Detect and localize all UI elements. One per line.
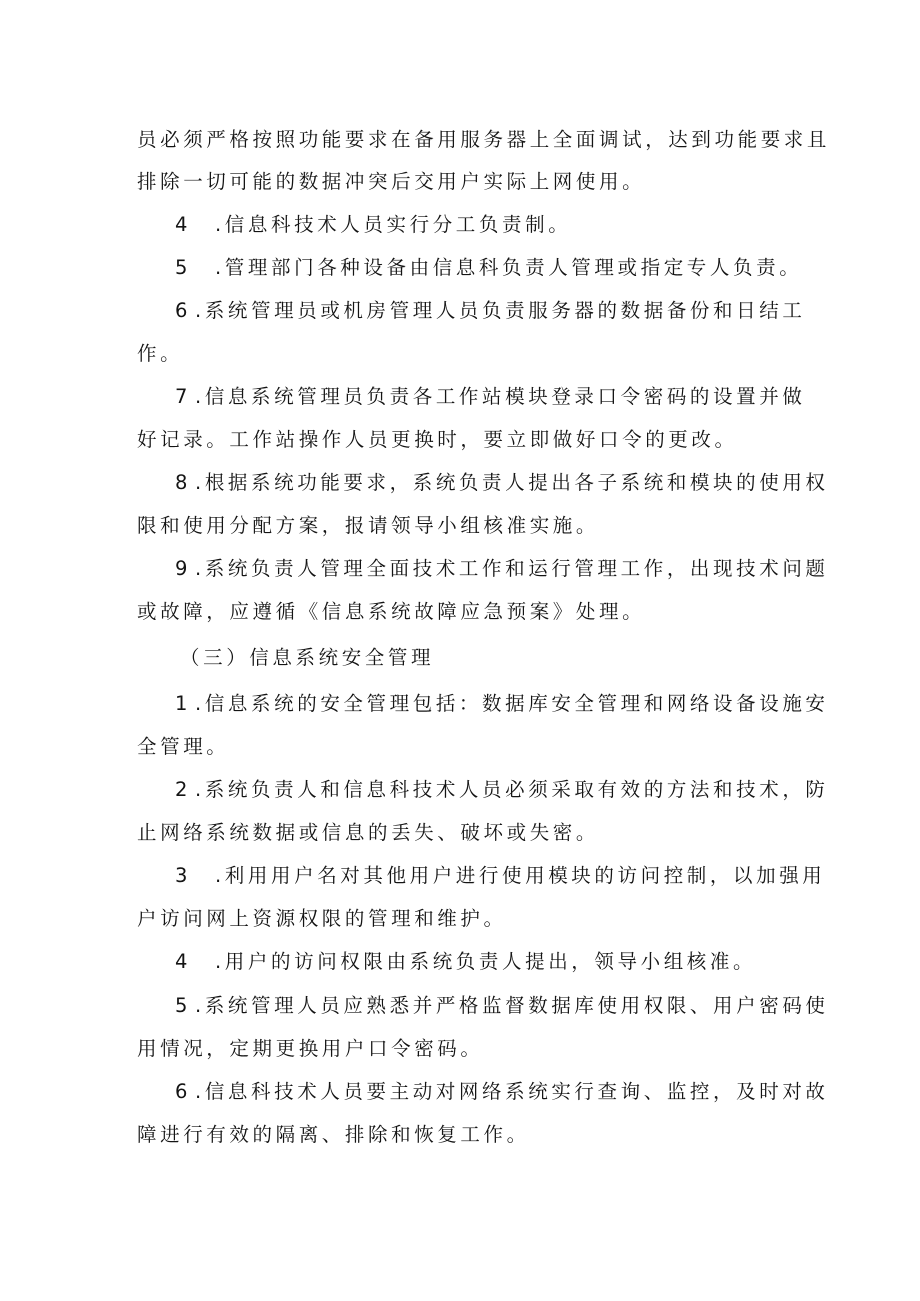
paragraph-line: 员必须严格按照功能要求在备用服务器上全面调试，达到功能要求且: [137, 128, 831, 151]
item-text: .系统管理员或机房管理人员负责服务器的数据备份和日结工: [195, 299, 806, 322]
item-number: 6: [175, 299, 192, 322]
list-item-line: [175, 379, 805, 415]
item-number: 4: [175, 950, 192, 973]
item-text: .系统负责人管理全面技术工作和运行管理工作，出现技术问题: [195, 557, 829, 580]
item-text: .信息系统的安全管理包括：数据库安全管理和网络设备设施安: [195, 692, 829, 715]
list-item-line: [175, 551, 829, 587]
list-item-line: [175, 686, 829, 722]
item-number: 2: [175, 778, 192, 801]
item-number: 7: [175, 385, 192, 408]
item-number: 8: [175, 471, 192, 494]
item-text: .系统负责人和信息科技术人员必须采取有效的方法和技术，防: [195, 778, 829, 801]
paragraph-line: 障进行有效的隔离、排除和恢复工作。: [137, 1123, 530, 1146]
item-text: .信息科技术人员要主动对网络系统实行查询、监控，及时对故: [195, 1080, 829, 1103]
list-item-line: [175, 207, 571, 243]
paragraph-line: 限和使用分配方案，报请领导小组核准实施。: [137, 514, 600, 537]
item-text: .信息系统管理员负责各工作站模块登录口令密码的设置并做: [195, 385, 806, 408]
list-item-line: [175, 988, 829, 1024]
paragraph-line: 排除一切可能的数据冲突后交用户实际上网使用。: [137, 170, 646, 193]
item-number: 3: [175, 864, 192, 887]
list-item-line: [175, 293, 805, 329]
item-text: .根据系统功能要求，系统负责人提出各子系统和模块的使用权: [195, 471, 829, 494]
paragraph-line: 全管理。: [137, 735, 230, 758]
paragraph-line: 作。: [137, 342, 184, 365]
item-text: .管理部门各种设备由信息科负责人管理或指定专人负责。: [215, 256, 803, 279]
paragraph-line: 户访问网上资源权限的管理和维护。: [137, 907, 507, 930]
item-text: .用户的访问权限由系统负责人提出，领导小组核准。: [215, 950, 757, 973]
item-number: 4: [175, 213, 192, 236]
item-text: .信息科技术人员实行分工负责制。: [215, 213, 572, 236]
paragraph-line: 或故障，应遵循《信息系统故障应急预案》处理。: [137, 600, 646, 623]
item-text: .利用用户名对其他用户进行使用模块的访问控制，以加强用: [215, 864, 826, 887]
list-item-line: [175, 944, 756, 980]
item-number: 5: [175, 994, 192, 1017]
item-number: 1: [175, 692, 192, 715]
list-item-line: [175, 772, 829, 808]
paragraph-line: 好记录。工作站操作人员更换时，要立即做好口令的更改。: [137, 428, 738, 451]
paragraph-line: 用情况，定期更换用户口令密码。: [137, 1037, 484, 1060]
list-item-line: [175, 250, 802, 286]
list-item-line: [175, 1074, 829, 1110]
item-number: 9: [175, 557, 192, 580]
section-heading: （三）信息系统安全管理: [180, 646, 435, 669]
item-text: .系统管理人员应熟悉并严格监督数据库使用权限、用户密码使: [195, 994, 829, 1017]
item-number: 6: [175, 1080, 192, 1103]
item-number: 5: [175, 256, 192, 279]
list-item-line: [175, 858, 825, 894]
paragraph-line: 止网络系统数据或信息的丢失、破坏或失密。: [137, 821, 600, 844]
list-item-line: [175, 465, 829, 501]
